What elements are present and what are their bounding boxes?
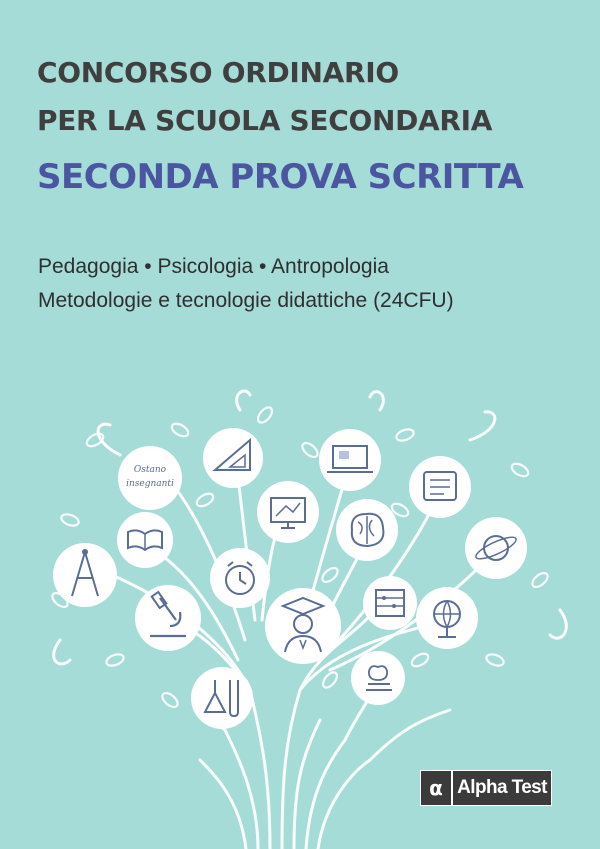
planet-icon [465,517,527,579]
globe-icon [416,587,478,649]
title-line-1: CONCORSO ORDINARIO [37,56,399,89]
svg-text:insegnanti: insegnanti [126,479,174,489]
brain-icon [336,499,398,561]
abacus-icon [363,576,417,630]
svg-text:Ostano: Ostano [133,465,167,475]
subtitle-line-2: Metodologie e tecnologie didattiche (24CFU) [38,289,454,312]
title-line-3: SECONDA PROVA SCRITTA [37,157,524,197]
student-graduate-icon [265,588,341,664]
title-line-2: PER LA SCUOLA SECONDARIA [37,104,493,137]
icon-circles [53,428,527,729]
alpha-icon: α [421,771,451,805]
handwriting-icon [118,446,182,510]
apple-icon [351,651,405,705]
laptop-icon [319,429,381,491]
publisher-logo [421,771,551,805]
tablet-icon [409,456,471,518]
publisher-name: Alpha Test [451,771,551,805]
microscope-icon [135,585,201,651]
flask-icon [191,667,253,729]
computer-icon [257,481,319,543]
alarm-clock-icon [210,548,270,608]
set-square-icon [203,428,263,488]
book-icon [117,512,173,568]
subtitle-line-1: Pedagogia • Psicologia • Antropologia [38,255,389,278]
compass-icon [53,543,117,607]
